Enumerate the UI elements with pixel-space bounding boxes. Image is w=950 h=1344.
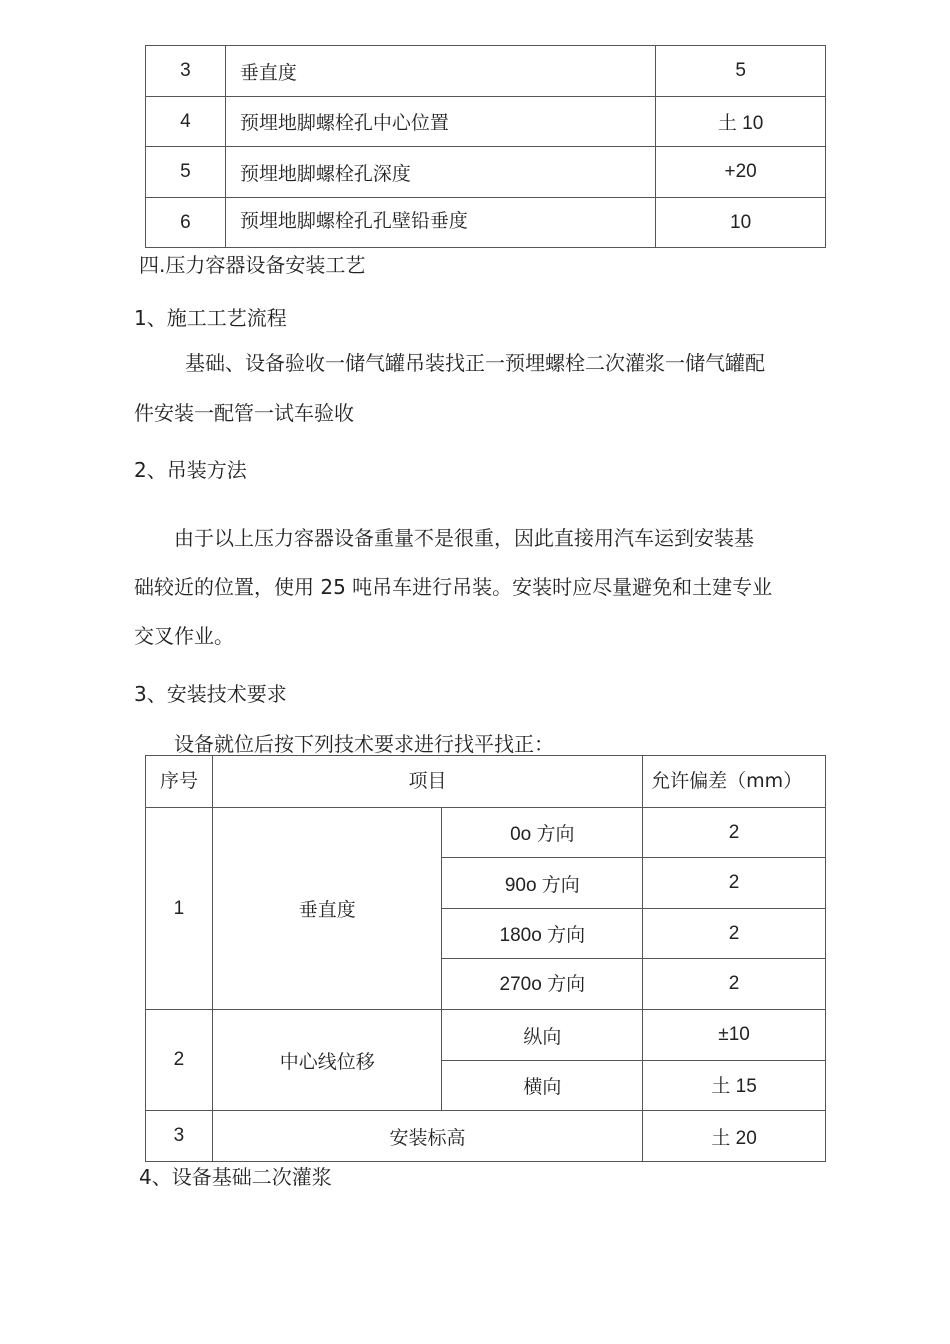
row-direction: 横向	[442, 1061, 643, 1111]
row-tolerance: 2	[643, 909, 826, 959]
paragraph-line: 基础、设备验收一储气罐吊装找正一预埋螺栓二次灌浆一储气罐配	[185, 351, 765, 375]
table-header-row	[146, 756, 826, 808]
row-number: 3	[146, 46, 226, 97]
table-row	[146, 198, 826, 248]
row-direction: 270o 方向	[442, 959, 643, 1010]
header-item: 项目	[212, 756, 642, 808]
row-tolerance: 2	[643, 808, 826, 858]
row-tolerance: 2	[643, 858, 826, 909]
table-row	[146, 147, 826, 198]
row-number: 2	[146, 1010, 213, 1111]
row-item: 预埋地脚螺栓孔中心位置	[225, 97, 655, 147]
table-row	[146, 97, 826, 147]
row-tolerance: 土 15	[643, 1061, 826, 1111]
row-item: 预埋地脚螺栓孔深度	[225, 147, 655, 198]
paragraph-line: 交叉作业。	[134, 624, 234, 648]
row-item: 垂直度	[225, 46, 655, 97]
table-row	[146, 46, 826, 97]
paragraph-line: 础较近的位置，使用 25 吨吊车进行吊装。安装时应尽量避免和土建专业	[134, 575, 773, 599]
row-tolerance: 5	[656, 46, 826, 97]
heading-secondary-grouting: 4、设备基础二次灌浆	[139, 1165, 332, 1189]
paragraph-line: 由于以上压力容器设备重量不是很重，因此直接用汽车运到安装基	[174, 526, 754, 550]
header-number: 序号	[146, 756, 213, 808]
row-number: 4	[146, 97, 226, 147]
row-tolerance: 2	[643, 959, 826, 1010]
row-number: 3	[146, 1111, 213, 1162]
row-tolerance: 土 10	[656, 97, 826, 147]
section-title: 四.压力容器设备安装工艺	[139, 253, 366, 277]
table-row	[146, 808, 826, 858]
row-direction: 纵向	[442, 1010, 643, 1061]
row-number: 1	[146, 808, 213, 1010]
row-tolerance: +20	[656, 147, 826, 198]
row-item: 中心线位移	[212, 1010, 442, 1111]
table-row	[146, 1010, 826, 1061]
row-number: 6	[146, 198, 226, 248]
heading-lifting-method: 2、吊装方法	[134, 458, 247, 482]
paragraph-line: 设备就位后按下列技术要求进行找平找正：	[174, 732, 554, 756]
row-direction: 0o 方向	[442, 808, 643, 858]
row-tolerance: ±10	[643, 1010, 826, 1061]
row-direction: 90o 方向	[442, 858, 643, 909]
row-item: 安装标高	[212, 1111, 642, 1162]
tolerance-table-1	[145, 45, 826, 248]
heading-technical-requirements: 3、安装技术要求	[134, 682, 287, 706]
table-row	[146, 1111, 826, 1162]
row-tolerance: 土 20	[643, 1111, 826, 1162]
paragraph-line: 件安装一配管一试车验收	[134, 401, 354, 425]
row-item: 垂直度	[212, 808, 442, 1010]
tolerance-table-2	[145, 755, 826, 1162]
row-tolerance: 10	[656, 198, 826, 248]
row-item: 预埋地脚螺栓孔孔壁铅垂度	[225, 198, 655, 248]
heading-process-flow: 1、施工工艺流程	[134, 306, 287, 330]
row-number: 5	[146, 147, 226, 198]
header-tolerance: 允许偏差（mm）	[643, 756, 826, 808]
row-direction: 180o 方向	[442, 909, 643, 959]
